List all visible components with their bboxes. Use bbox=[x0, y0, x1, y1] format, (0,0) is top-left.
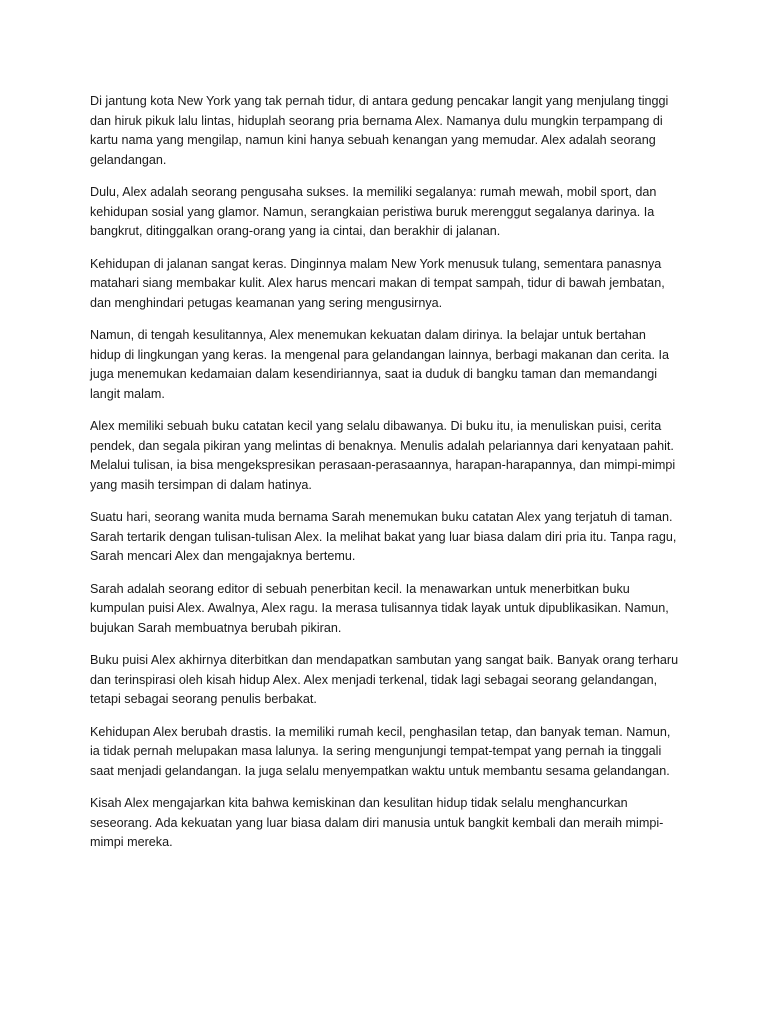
paragraph-10: Kisah Alex mengajarkan kita bahwa kemiskinan dan kesulitan hidup tidak selalu menghancurkan seseorang. Ada kekuatan yang luar biasa dalam diri manusia untuk bangkit kembali dan meraih mimpi-mimpi mereka. bbox=[90, 796, 664, 849]
paragraph-1: Di jantung kota New York yang tak pernah tidur, di antara gedung pencakar langit yang menjulang tinggi dan hiruk pikuk lalu lintas, hiduplah seorang pria bernama Alex. Namanya dulu mungkin terpampang di kartu nama yang mengilap, namun kini hanya sebuah kenangan yang memudar. Alex adalah seorang gelandangan. bbox=[90, 94, 669, 167]
paragraph-4: Namun, di tengah kesulitannya, Alex menemukan kekuatan dalam dirinya. Ia belajar untuk bertahan hidup di lingkungan yang keras. Ia mengenal para gelandangan lainnya, berbagi makanan dan cerita. Ia juga menemukan kedamaian dalam kesendiriannya, saat ia duduk di bangku taman dan memandangi langit malam. bbox=[90, 328, 670, 401]
paragraph-3: Kehidupan di jalanan sangat keras. Dinginnya malam New York menusuk tulang, sementara panasnya matahari siang membakar kulit. Alex harus mencari makan di tempat sampah, tidur di bawah jembatan, dan menghindari petugas keamanan yang sering mengusirnya. bbox=[90, 256, 665, 310]
paragraph-2: Dulu, Alex adalah seorang pengusaha sukses. Ia memiliki segalanya: rumah mewah, mobil sport, dan kehidupan sosial yang glamor. Namun, serangkaian peristiwa buruk merenggut segalanya darinya. Ia bangkrut, ditinggalkan orang-orang yang ia cintai, dan berakhir di jalanan. bbox=[90, 185, 657, 238]
paragraph-6: Suatu hari, seorang wanita muda bernama Sarah menemukan buku catatan Alex yang terjatuh di taman. Sarah tertarik dengan tulisan-tulisan Alex. Ia melihat bakat yang luar biasa dalam diri pria itu. Tanpa ragu, Sarah mencari Alex dan mengajaknya bertemu. bbox=[90, 510, 677, 563]
paragraph-8: Buku puisi Alex akhirnya diterbitkan dan mendapatkan sambutan yang sangat baik. Banyak orang terharu dan terinspirasi oleh kisah hidup Alex. Alex menjadi terkenal, tidak lagi sebagai seorang gelandangan, tetapi sebagai seorang penulis berbakat. bbox=[90, 653, 679, 706]
paragraph-5: Alex memiliki sebuah buku catatan kecil yang selalu dibawanya. Di buku itu, ia menuliskan puisi, cerita pendek, dan segala pikiran yang melintas di benaknya. Menulis adalah pelariannya dari kenyataan pahit. Melalui tulisan, ia bisa mengekspresikan perasaan-perasaannya, harapan-harapannya, dan mimpi-mimpi yang masih tersimpan di dalam hatinya. bbox=[90, 419, 676, 492]
paragraph-7: Sarah adalah seorang editor di sebuah penerbitan kecil. Ia menawarkan untuk menerbitkan buku kumpulan puisi Alex. Awalnya, Alex ragu. Ia merasa tulisannya tidak layak untuk dipublikasikan. Namun, bujukan Sarah membuatnya berubah pikiran. bbox=[90, 581, 669, 635]
paragraph-9: Kehidupan Alex berubah drastis. Ia memiliki rumah kecil, penghasilan tetap, dan banyak teman. Namun, ia tidak pernah melupakan masa lalunya. Ia sering mengunjungi tempat-tempat yang pernah ia tinggali saat menjadi gelandangan. Ia juga selalu menyempatkan waktu untuk membantu sesama gelandangan. bbox=[90, 724, 671, 778]
document-body bbox=[90, 92, 680, 866]
